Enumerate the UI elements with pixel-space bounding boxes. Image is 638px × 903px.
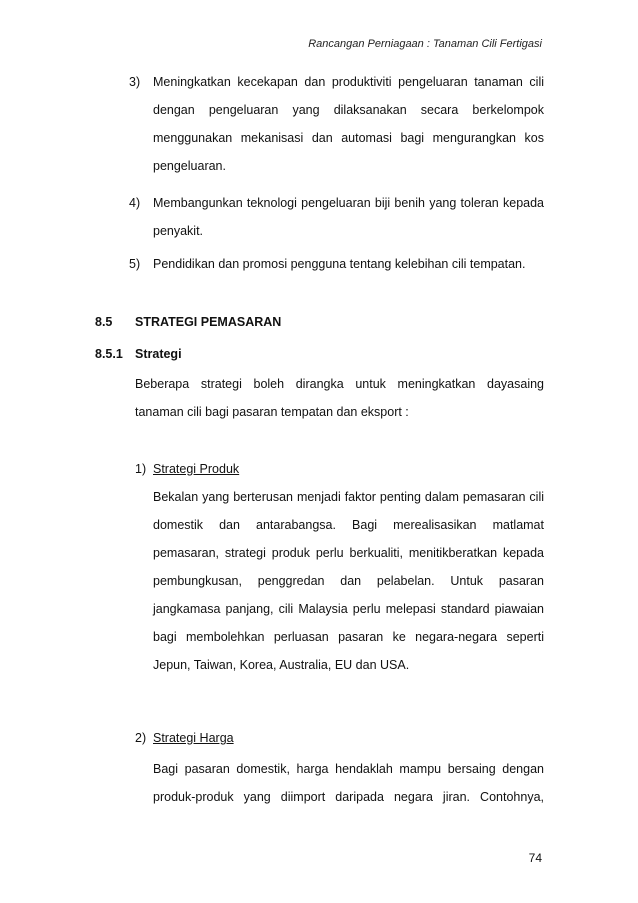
subsection-title: Strategi [135,347,182,361]
running-header: Rancangan Perniagaan : Tanaman Cili Fertigasi [308,38,542,50]
strategy-paragraph: Bagi pasaran domestik, harga hendaklah mampu bersaing dengan produk-produk yang diimport daripada negara jiran. Contohnya, [153,762,544,804]
list-item-text: Membangunkan teknologi pengeluaran biji benih yang toleran kepada penyakit. [153,196,544,238]
list-item-number: 4) [129,196,141,210]
page-number: 74 [528,851,542,865]
strategy-paragraph: Bekalan yang berterusan menjadi faktor penting dalam pemasaran cili domestik dan antarabangsa. Bagi merealisasikan matlamat pemasaran, strategi produk perlu berkualiti, menitikberatkan kepada pembungkusan, penggredan dan pelabelan. Untuk pasaran jangkamasa panjang, cili Malaysia perlu melepasi standard piawaian bagi membolehkan perluasan pasaran ke negara-negara seperti Jepun, Taiwan, Korea, Australia, EU dan USA. [153,490,544,672]
list-item-text: Pendidikan dan promosi pengguna tentang kelebihan cili tempatan. [153,257,526,271]
list-item-text: Meningkatkan kecekapan dan produktiviti pengeluaran tanaman cili dengan pengeluaran yang dilaksanakan secara berkelompok menggunakan mekanisasi dan automasi bagi mengurangkan kos pengeluaran. [153,75,544,173]
section-number: 8.5 [95,315,113,329]
section-title: STRATEGI PEMASARAN [135,315,282,329]
strategy-title: Strategi Produk [153,462,240,476]
list-item-number: 5) [129,257,141,271]
intro-paragraph: Beberapa strategi boleh dirangka untuk meningkatkan dayasaing tanaman cili bagi pasaran tempatan dan eksport : [135,377,544,419]
strategy-title: Strategi Harga [153,731,234,745]
subsection-number: 8.5.1 [95,347,123,361]
strategy-number: 1) [135,462,147,476]
strategy-number: 2) [135,731,147,745]
list-item-number: 3) [129,75,141,89]
